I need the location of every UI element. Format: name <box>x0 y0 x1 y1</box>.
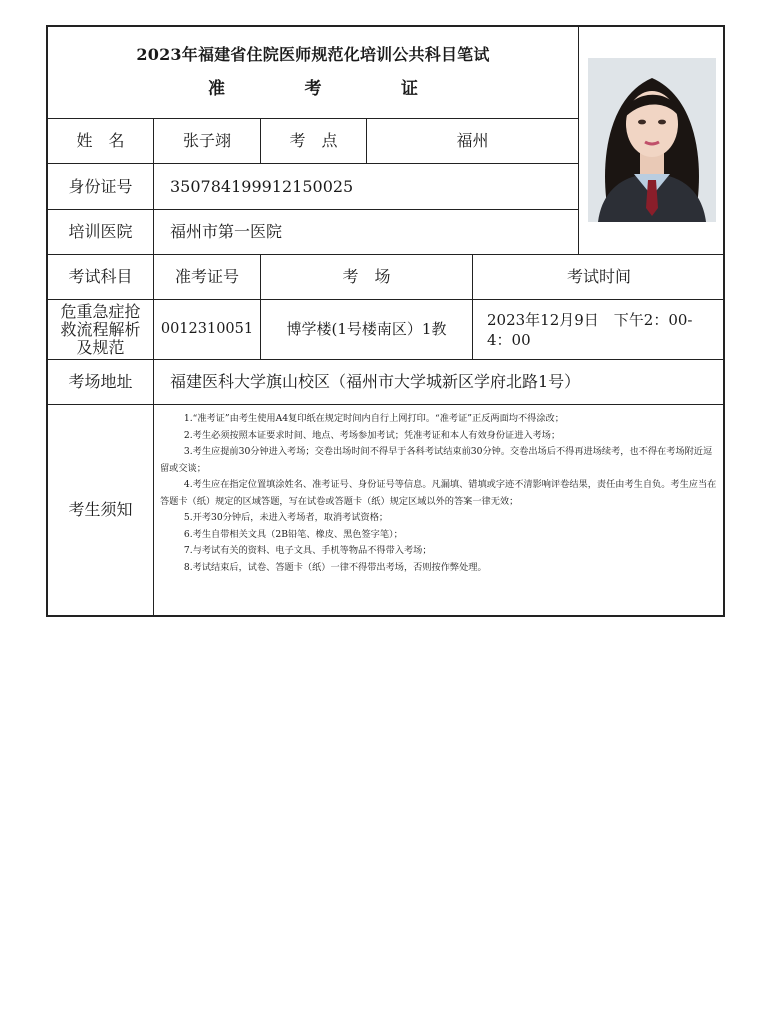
exam-ticket-no: 0012310051 <box>154 300 261 360</box>
header-ticket-no: 准考证号 <box>154 255 261 300</box>
title-main: 2023年福建省住院医师规范化培训公共科目笔试 <box>136 44 490 64</box>
exam-room: 博学楼(1号楼南区）1教 <box>261 300 473 360</box>
address-label: 考场地址 <box>48 360 154 405</box>
header-time: 考试时间 <box>473 255 725 300</box>
title-char: 准 <box>208 78 225 99</box>
exam-time <box>473 300 725 360</box>
exam-time-text: 2023年12月9日 下午2：00-4：00 <box>487 310 693 349</box>
name-value: 张子翊 <box>154 119 261 164</box>
photo-cell <box>579 27 725 255</box>
hospital-label: 培训医院 <box>48 210 154 255</box>
title-char: 证 <box>401 78 418 99</box>
header-subject: 考试科目 <box>48 255 154 300</box>
name-label: 姓 名 <box>48 119 154 164</box>
admission-ticket <box>46 25 725 617</box>
exam-subject <box>48 300 154 360</box>
address-value: 福建医科大学旗山校区（福州市大学城新区学府北路1号） <box>154 360 725 405</box>
note-item: 7.与考试有关的资料、电子文具、手机等物品不得带入考场； <box>183 545 432 556</box>
candidate-photo <box>588 58 716 222</box>
note-item: 6.考生自带相关文具（2B铅笔、橡皮、黑色签字笔）； <box>183 528 403 540</box>
ticket-title <box>48 27 579 119</box>
id-label: 身份证号 <box>48 164 154 210</box>
title-subtitle <box>208 79 418 100</box>
header-room: 考 场 <box>261 255 473 300</box>
note-item: 4.考生应在指定位置填涂姓名、准考证号、身份证号等信息。凡漏填、错填或字迹不清影响评卷结果，责任由考生自负。考生应当在答题卡（纸）规定的区域答题，写在试卷或答题卡（纸）规定区域以外的答案一律无效； <box>160 479 717 507</box>
title-char: 考 <box>304 78 322 99</box>
id-value: 350784199912150025 <box>154 164 579 210</box>
site-label: 考 点 <box>261 119 367 164</box>
exam-subject-text: 危重急症抢救流程解析及规范 <box>60 301 141 357</box>
notes-label: 考生须知 <box>48 405 154 615</box>
notes-list <box>160 411 719 576</box>
portrait-image <box>588 58 716 222</box>
hospital-value: 福州市第一医院 <box>154 210 579 255</box>
note-item: 1.“准考证”由考生使用A4复印纸在规定时间内自行上网打印。“准考证”正反两面均不得涂改； <box>183 413 564 424</box>
notes-content <box>154 405 725 615</box>
note-item: 2.考生必须按照本证要求时间、地点、考场参加考试；凭准考证和本人有效身份证进入考场； <box>183 429 561 441</box>
note-item: 5.开考30分钟后，未进入考场者，取消考试资格； <box>183 512 389 523</box>
note-item: 8.考试结束后，试卷、答题卡（纸）一律不得带出考场，否则按作弊处理。 <box>183 561 487 573</box>
site-value: 福州 <box>367 119 579 164</box>
note-item: 3.考生应提前30分钟进入考场；交卷出场时间不得早于各科考试结束前30分钟。交卷出场后不得再进场续考，也不得在考场附近逗留或交谈； <box>160 446 713 474</box>
